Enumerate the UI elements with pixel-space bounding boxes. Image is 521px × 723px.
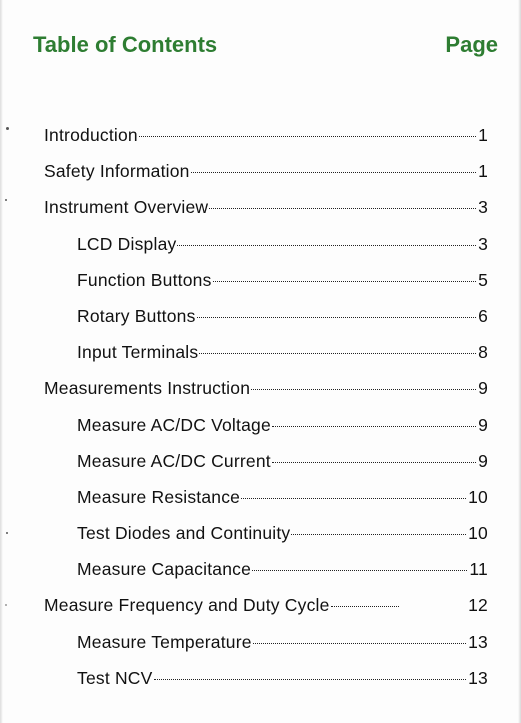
scan-speck xyxy=(5,199,7,201)
toc-entry[interactable] xyxy=(44,342,488,378)
toc-entry-page-number: 5 xyxy=(478,269,488,290)
toc-entry[interactable] xyxy=(44,668,488,704)
toc-entry-title: Measure AC/DC Voltage xyxy=(77,414,271,435)
toc-entry-title: Function Buttons xyxy=(77,269,212,290)
dot-leader xyxy=(177,245,476,246)
toc-entry-title: Introduction xyxy=(44,125,138,145)
dot-leader xyxy=(241,498,466,499)
scan-speck xyxy=(6,532,8,534)
toc-header xyxy=(33,32,498,58)
toc-entry[interactable] xyxy=(44,451,488,487)
toc-entry[interactable] xyxy=(44,197,488,233)
toc-entry-title: Measure AC/DC Current xyxy=(77,450,271,471)
left-edge-shadow xyxy=(0,0,3,723)
toc-entry[interactable] xyxy=(44,161,488,197)
dot-leader xyxy=(291,534,466,535)
toc-entry-title: Measurements Instruction xyxy=(44,378,251,399)
dot-leader xyxy=(213,281,477,282)
dot-leader xyxy=(251,389,476,390)
toc-entry-title: LCD Display xyxy=(77,233,177,254)
toc-entry-page-number: 10 xyxy=(468,523,488,544)
toc-entry[interactable] xyxy=(44,270,488,306)
toc-entry[interactable] xyxy=(44,378,488,414)
toc-entry-page-number: 11 xyxy=(469,559,488,580)
toc-list xyxy=(44,125,488,704)
toc-entry-page-number: 8 xyxy=(478,342,488,363)
toc-entry-title: Input Terminals xyxy=(77,342,199,363)
toc-entry-title: Test Diodes and Continuity xyxy=(77,523,291,544)
toc-entry-title: Measure Frequency and Duty Cycle xyxy=(44,595,330,616)
toc-entry-page-number: 1 xyxy=(478,161,488,182)
dot-leader xyxy=(191,172,476,173)
toc-entry-page-number: 10 xyxy=(468,486,488,507)
toc-entry[interactable] xyxy=(44,632,488,668)
toc-entry[interactable] xyxy=(44,523,488,559)
toc-entry-page-number: 12 xyxy=(468,595,488,616)
toc-entry-page-number: 6 xyxy=(478,305,488,326)
toc-entry-title: Instrument Overview xyxy=(44,197,209,218)
toc-entry[interactable] xyxy=(44,234,488,270)
toc-entry-page-number: 3 xyxy=(478,233,488,254)
dot-leader xyxy=(154,679,467,680)
toc-entry-page-number: 1 xyxy=(478,125,488,145)
toc-entry-page-number: 9 xyxy=(478,450,488,471)
toc-entry-title: Measure Resistance xyxy=(77,486,241,507)
dot-leader xyxy=(331,606,399,607)
dot-leader xyxy=(252,570,467,571)
dot-leader xyxy=(272,462,476,463)
toc-entry[interactable] xyxy=(44,125,488,161)
toc-entry-page-number: 3 xyxy=(478,197,488,218)
scan-speck xyxy=(5,604,7,606)
toc-entry[interactable] xyxy=(44,559,488,595)
toc-entry-title: Measure Capacitance xyxy=(77,559,252,580)
toc-entry[interactable] xyxy=(44,487,488,523)
page-column-label: Page xyxy=(445,32,498,57)
toc-entry-title: Rotary Buttons xyxy=(77,305,196,326)
dot-leader xyxy=(139,136,476,137)
toc-entry-title: Test NCV xyxy=(77,667,153,688)
toc-entry-page-number: 9 xyxy=(478,414,488,435)
toc-title: Table of Contents xyxy=(33,32,218,57)
toc-entry[interactable] xyxy=(44,306,488,342)
dot-leader xyxy=(253,643,466,644)
scan-speck xyxy=(6,127,9,130)
toc-entry-title: Safety Information xyxy=(44,161,190,182)
dot-leader xyxy=(199,353,476,354)
toc-entry-title: Measure Temperature xyxy=(77,631,252,652)
toc-entry-page-number: 13 xyxy=(468,631,488,652)
toc-entry[interactable] xyxy=(44,595,488,631)
dot-leader xyxy=(197,317,477,318)
dot-leader xyxy=(209,208,476,209)
toc-entry-page-number: 13 xyxy=(468,667,488,688)
dot-leader xyxy=(272,426,476,427)
toc-entry[interactable] xyxy=(44,415,488,451)
toc-entry-page-number: 9 xyxy=(478,378,488,399)
